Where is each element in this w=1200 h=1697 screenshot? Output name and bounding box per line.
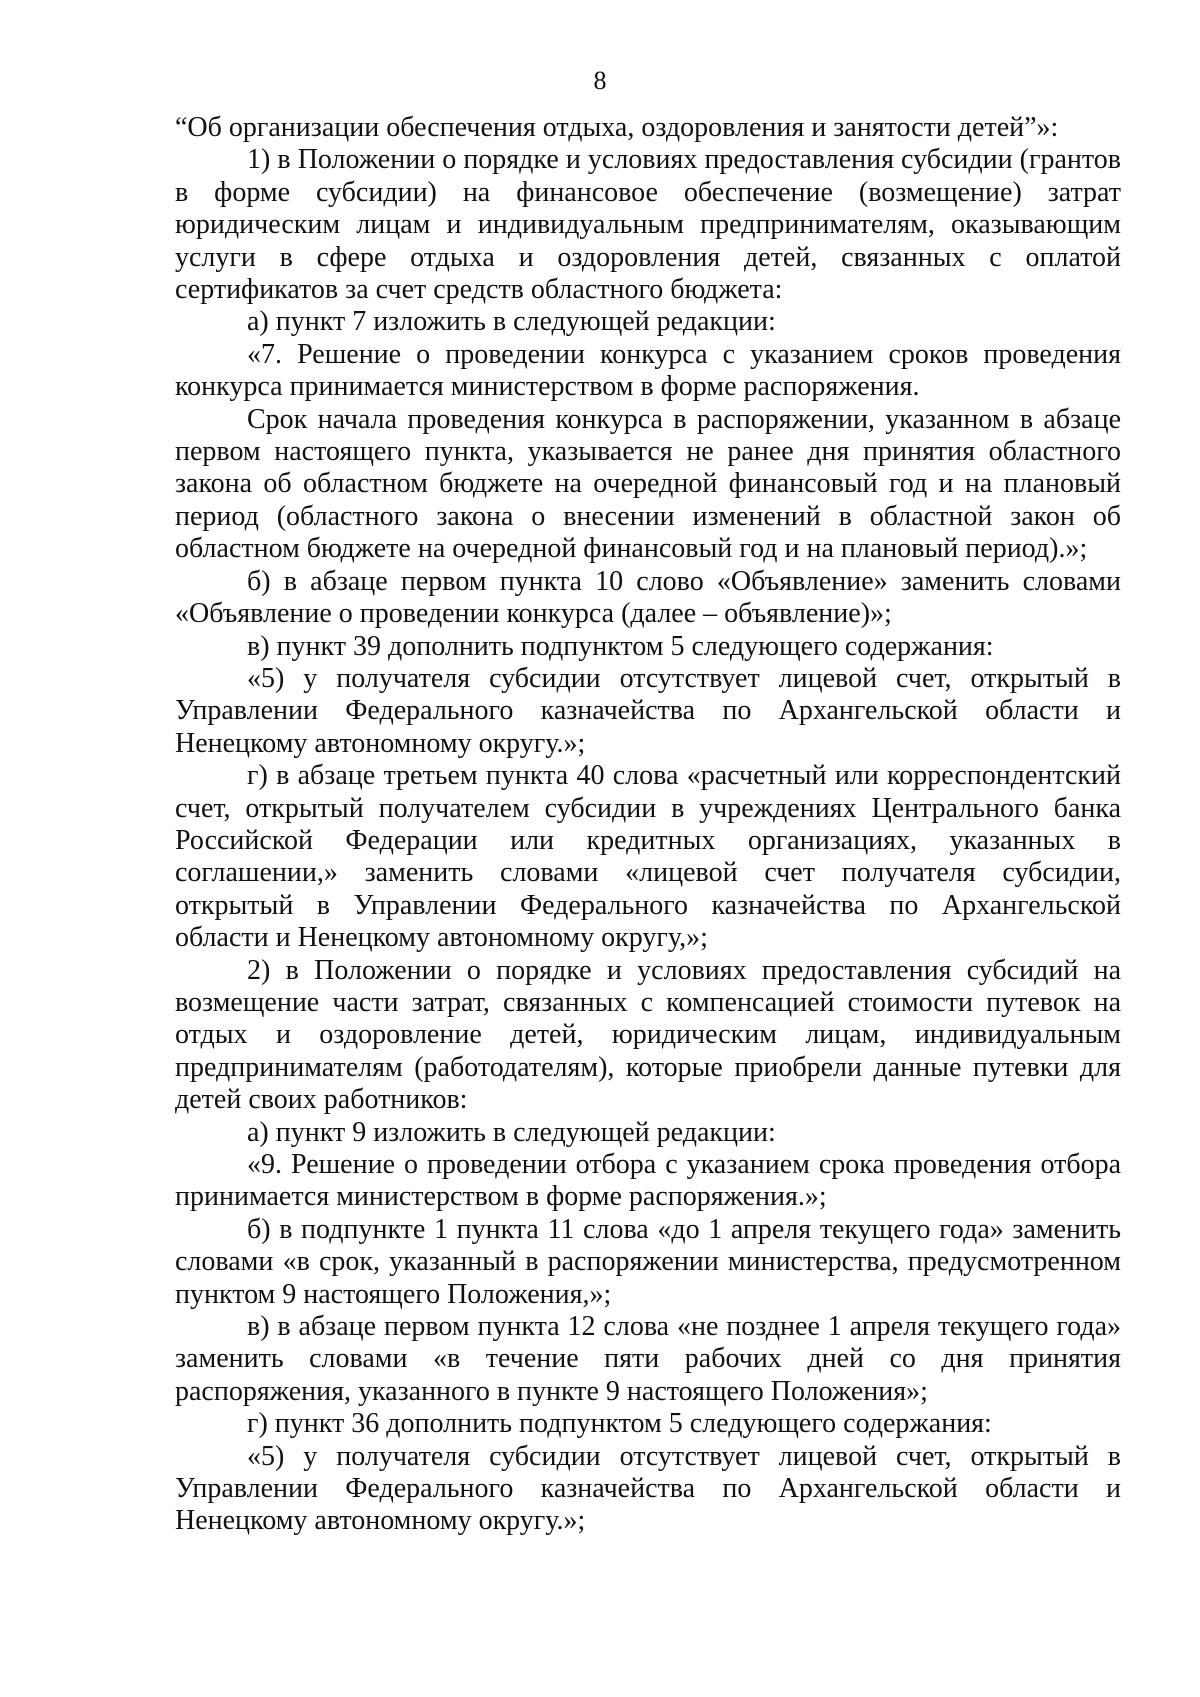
paragraph-quote-7-cont: Срок начала проведения конкурса в распоряжении, указанном в абзаце первом настоящего пункта, указывается не ранее дня принятия областного закона об областном бюджете на очередной финансовый год и на плановый период (областного закона о внесении изменений в областной закон об областном бюджете на очередной финансовый год и на плановый период).»; xyxy=(175,403,1121,565)
document-body xyxy=(175,112,1121,1538)
paragraph-quote-5: «5) у получателя субсидии отсутствует лицевой счет, открытый в Управлении Федерального казначейства по Архангельской области и Ненецкому автономному округу.»; xyxy=(175,662,1121,759)
paragraph-quote-5-2: «5) у получателя субсидии отсутствует лицевой счет, открытый в Управлении Федерального казначейства по Архангельской области и Ненецкому автономному округу.»; xyxy=(175,1440,1121,1537)
paragraph-item-2: 2) в Положении о порядке и условиях предоставления субсидий на возмещение части затрат, связанных с компенсацией стоимости путевок на отдых и оздоровление детей, юридическим лицам, индивидуальным предпринимателям (работодателям), которые приобрели данные путевки для детей своих работников: xyxy=(175,954,1121,1116)
paragraph-subitem-a-2: а) пункт 9 изложить в следующей редакции: xyxy=(247,1116,776,1148)
paragraph-subitem-v-2: в) в абзаце первом пункта 12 слова «не позднее 1 апреля текущего года» заменить словами «в течение пяти рабочих дней со дня принятия распоряжения, указанного в пункте 9 настоящего Положения»; xyxy=(175,1311,1121,1407)
paragraph-quote-9: «9. Решение о проведении отбора с указанием срока проведения отбора принимается министерством в форме распоряжения.»; xyxy=(175,1149,1121,1213)
paragraph-intro: “Об организации обеспечения отдыха, оздоровления и занятости детей”»: xyxy=(175,112,1059,143)
paragraph-item-1: 1) в Положении о порядке и условиях предоставления субсидии (грантов в форме субсидии) на финансовое обеспечение (возмещение) затрат юридическим лицам и индивидуальным предпринимателям, оказывающим услуги в сфере отдыха и оздоровления детей, связанных с оплатой сертификатов за счет средств областного бюджета: xyxy=(175,144,1121,306)
page-number: 8 xyxy=(593,66,607,95)
paragraph-subitem-g-2: г) пункт 36 дополнить подпунктом 5 следующего содержания: xyxy=(247,1408,992,1440)
paragraph-subitem-a: а) пункт 7 изложить в следующей редакции: xyxy=(247,306,776,338)
paragraph-subitem-b-2: б) в подпункте 1 пункта 11 слова «до 1 апреля текущего года» заменить словами «в срок, указанный в распоряжении министерства, предусмотренном пунктом 9 настоящего Положения,»; xyxy=(175,1213,1121,1310)
paragraph-subitem-v: в) пункт 39 дополнить подпунктом 5 следующего содержания: xyxy=(247,630,994,662)
paragraph-quote-7: «7. Решение о проведении конкурса с указанием сроков проведения конкурса принимается министерством в форме распоряжения. xyxy=(175,338,1121,403)
paragraph-subitem-b: б) в абзаце первом пункта 10 слово «Объявление» заменить словами «Объявление о проведении конкурса (далее – объявление)»; xyxy=(175,565,1121,630)
paragraph-subitem-g: г) в абзаце третьем пункта 40 слова «расчетный или корреспондентский счет, открытый получателем субсидии в учреждениях Центрального банка Российской Федерации или кредитных организациях, указанных в соглашении,» заменить словами «лицевой счет получателя субсидии, открытый в Управлении Федерального казначейства по Архангельской области и Ненецкому автономному округу,»; xyxy=(175,760,1121,954)
